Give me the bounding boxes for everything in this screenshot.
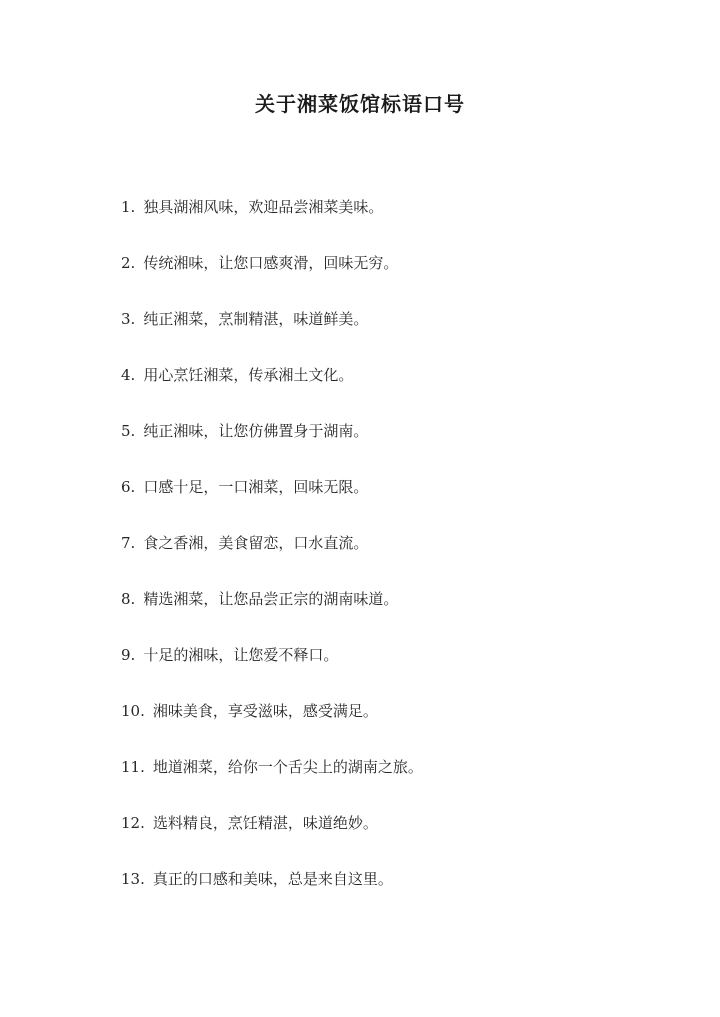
list-item <box>121 308 423 364</box>
item-number: 3. <box>121 310 136 328</box>
list-item <box>121 196 423 252</box>
item-text: 独具湖湘风味，欢迎品尝湘菜美味。 <box>143 198 384 216</box>
item-number: 1. <box>121 198 136 216</box>
list-item <box>121 476 423 532</box>
list-item <box>121 812 423 868</box>
list-item <box>121 588 423 644</box>
list-item <box>121 700 423 756</box>
item-text: 真正的口感和美味，总是来自这里。 <box>152 870 393 888</box>
list-item <box>121 756 423 812</box>
item-number: 9. <box>121 646 136 664</box>
item-number: 12. <box>121 814 145 832</box>
item-number: 4. <box>121 366 136 384</box>
item-text: 湘味美食，享受滋味，感受满足。 <box>152 702 378 720</box>
item-text: 纯正湘味，让您仿佛置身于湖南。 <box>143 422 369 440</box>
item-text: 传统湘味，让您口感爽滑，回味无穷。 <box>143 254 399 272</box>
item-number: 11. <box>121 758 145 776</box>
item-text: 十足的湘味，让您爱不释口。 <box>143 646 339 664</box>
document-title: 关于湘菜饭馆标语口号 <box>255 92 465 116</box>
list-item <box>121 868 423 924</box>
list-item <box>121 364 423 420</box>
item-number: 5. <box>121 422 136 440</box>
item-text: 精选湘菜，让您品尝正宗的湖南味道。 <box>143 590 399 608</box>
list-item <box>121 252 423 308</box>
item-number: 2. <box>121 254 136 272</box>
item-text: 用心烹饪湘菜，传承湘土文化。 <box>143 366 354 384</box>
list-item <box>121 532 423 588</box>
item-text: 食之香湘，美食留恋，口水直流。 <box>143 534 369 552</box>
item-text: 地道湘菜，给你一个舌尖上的湖南之旅。 <box>152 758 423 776</box>
item-number: 13. <box>121 870 145 888</box>
item-number: 6. <box>121 478 136 496</box>
item-text: 选料精良，烹饪精湛，味道绝妙。 <box>152 814 378 832</box>
list-item <box>121 420 423 476</box>
item-number: 10. <box>121 702 145 720</box>
item-number: 7. <box>121 534 136 552</box>
slogan-list <box>121 196 423 924</box>
item-text: 口感十足，一口湘菜，回味无限。 <box>143 478 369 496</box>
item-number: 8. <box>121 590 136 608</box>
list-item <box>121 644 423 700</box>
item-text: 纯正湘菜，烹制精湛，味道鲜美。 <box>143 310 369 328</box>
